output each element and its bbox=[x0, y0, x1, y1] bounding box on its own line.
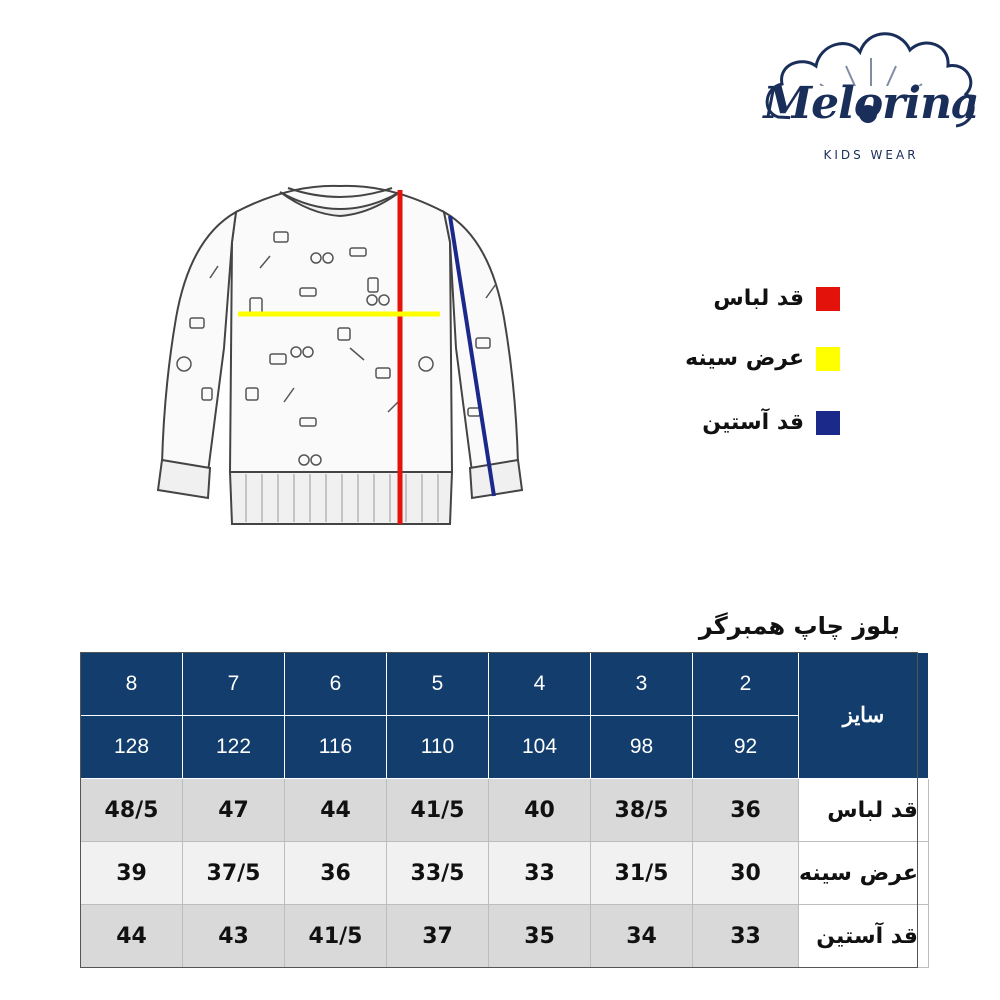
height-cell: 128 bbox=[81, 716, 183, 779]
age-cell: 7 bbox=[183, 653, 285, 716]
brand-name: Melorina bbox=[763, 78, 979, 129]
legend-item-length bbox=[640, 282, 840, 316]
value-cell: 30 bbox=[693, 842, 799, 905]
size-header-cell: سایز bbox=[799, 653, 929, 779]
value-cell: 43 bbox=[183, 905, 285, 968]
value-cell: 36 bbox=[285, 842, 387, 905]
legend-label: عرض سینه bbox=[685, 346, 804, 371]
value-cell: 41/5 bbox=[285, 905, 387, 968]
legend-label: قد آستین bbox=[702, 410, 804, 435]
value-cell: 37/5 bbox=[183, 842, 285, 905]
age-cell: 3 bbox=[591, 653, 693, 716]
value-cell: 48/5 bbox=[81, 779, 183, 842]
value-cell: 33 bbox=[693, 905, 799, 968]
age-cell: 4 bbox=[489, 653, 591, 716]
value-cell: 40 bbox=[489, 779, 591, 842]
table-row-chest bbox=[81, 842, 929, 905]
sweatshirt-illustration bbox=[150, 178, 530, 534]
height-cell: 104 bbox=[489, 716, 591, 779]
brand-logo bbox=[760, 22, 982, 172]
value-cell: 36 bbox=[693, 779, 799, 842]
table-row-sleeve bbox=[81, 905, 929, 968]
row-label: عرض سینه bbox=[799, 842, 929, 905]
age-cell: 6 bbox=[285, 653, 387, 716]
size-chart-table bbox=[80, 652, 929, 968]
value-cell: 44 bbox=[81, 905, 183, 968]
value-cell: 33 bbox=[489, 842, 591, 905]
height-cell: 116 bbox=[285, 716, 387, 779]
height-cell: 92 bbox=[693, 716, 799, 779]
legend-item-chest bbox=[640, 342, 840, 376]
value-cell: 31/5 bbox=[591, 842, 693, 905]
age-cell: 2 bbox=[693, 653, 799, 716]
row-label: قد آستین bbox=[799, 905, 929, 968]
legend-item-sleeve bbox=[640, 406, 840, 440]
color-swatch-yellow bbox=[816, 347, 840, 371]
height-cell: 110 bbox=[387, 716, 489, 779]
value-cell: 37 bbox=[387, 905, 489, 968]
table-title: بلوز چاپ همبرگر bbox=[698, 612, 900, 640]
brand-tagline: KIDS WEAR bbox=[823, 148, 919, 162]
value-cell: 38/5 bbox=[591, 779, 693, 842]
value-cell: 44 bbox=[285, 779, 387, 842]
age-cell: 5 bbox=[387, 653, 489, 716]
age-cell: 8 bbox=[81, 653, 183, 716]
value-cell: 33/5 bbox=[387, 842, 489, 905]
height-cell: 122 bbox=[183, 716, 285, 779]
value-cell: 34 bbox=[591, 905, 693, 968]
value-cell: 39 bbox=[81, 842, 183, 905]
value-cell: 47 bbox=[183, 779, 285, 842]
value-cell: 35 bbox=[489, 905, 591, 968]
value-cell: 41/5 bbox=[387, 779, 489, 842]
height-cell: 98 bbox=[591, 716, 693, 779]
table-row-length bbox=[81, 779, 929, 842]
color-swatch-navy bbox=[816, 411, 840, 435]
row-label: قد لباس bbox=[799, 779, 929, 842]
color-swatch-red bbox=[816, 287, 840, 311]
legend-label: قد لباس bbox=[713, 286, 804, 311]
